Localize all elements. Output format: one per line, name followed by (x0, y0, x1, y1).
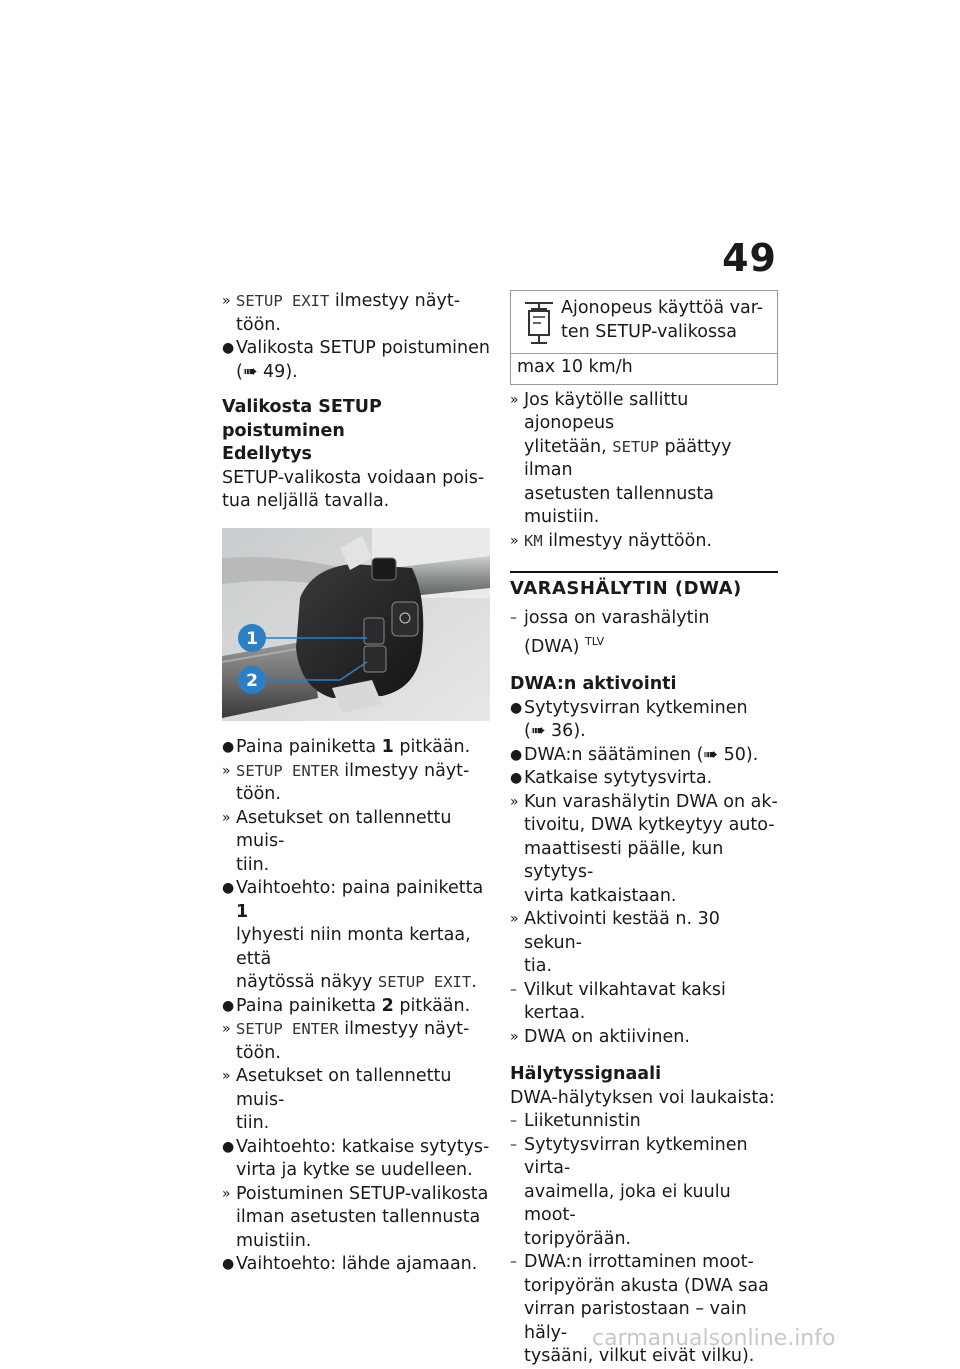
subheading: Edellytys (222, 444, 312, 464)
callout-2-label: 2 (246, 670, 258, 691)
item-text: töön. (236, 314, 281, 335)
result-marker: » (510, 391, 519, 408)
result-marker: » (510, 1028, 519, 1045)
item-text: ilmestyy näyt- (338, 760, 470, 781)
item-text: päättyy ilman (524, 436, 732, 480)
result-item (510, 908, 778, 979)
item-text: Sytytysvirran kytkeminen virta- (524, 1134, 748, 1179)
step-marker: ● (510, 699, 523, 716)
item-text: Asetukset on tallennettu muis- (236, 1066, 452, 1110)
step-item (222, 1136, 490, 1183)
paragraph: DWA-hälytyksen voi laukaista: (510, 1087, 775, 1108)
item-text: Valikosta SETUP poistuminen (236, 338, 490, 358)
item-text: Vaihtoehto: lähde ajamaan. (236, 1254, 478, 1274)
result-marker: » (222, 1068, 231, 1084)
item-text: töön. (236, 784, 281, 804)
step-marker: ● (510, 746, 523, 763)
item-text: . (471, 972, 477, 992)
callout-1-label: 1 (246, 628, 258, 649)
paragraph-line: SETUP-valikosta voidaan pois- (222, 467, 485, 488)
step-marker: ● (222, 1256, 235, 1272)
result-item (510, 791, 778, 909)
item-text: tivoitu, DWA kytkeytyy auto- (524, 815, 775, 836)
result-marker: » (222, 809, 231, 826)
label-line: Ajonopeus käyttöä var- (561, 298, 764, 318)
item-text: Vaihtoehto: katkaise sytytys- (236, 1136, 490, 1157)
item-text: lyhyesti niin monta kertaa, että (236, 925, 471, 969)
display-code: SETUP EXIT (377, 973, 472, 991)
step-marker: ● (222, 340, 235, 356)
dash-marker: – (510, 1113, 517, 1130)
item-text: näytössä näkyy (236, 972, 378, 992)
item-text: Katkaise sytytysvirta. (524, 768, 713, 789)
result-item (510, 530, 778, 554)
step-marker: ● (222, 1138, 235, 1155)
item-text: maattisesti päälle, kun sytytys- (524, 838, 724, 883)
button-number: 1 (236, 901, 249, 922)
item-text: pitkään. (393, 737, 471, 757)
result-marker: » (222, 1185, 231, 1202)
item-text: ilmestyy näyt- (329, 291, 461, 311)
item-text: virran paristostaan – vain häly- (524, 1299, 747, 1343)
item-text: virta katkaistaan. (524, 885, 677, 906)
dash-marker: – (510, 609, 517, 626)
result-marker: » (510, 793, 519, 810)
option-superscript: TLV (585, 635, 605, 648)
item-text: Sytytysvirran kytkeminen (524, 697, 748, 718)
item-text: tia. (524, 956, 553, 977)
result-item (222, 760, 490, 807)
right-column (510, 290, 778, 1369)
step-item (510, 697, 778, 744)
item-text: ilmestyy näyttöön. (542, 530, 712, 551)
result-marker: » (510, 911, 519, 928)
item-text: Kun varashälytin DWA on ak- (524, 791, 778, 812)
item-text: toripyörään. (524, 1228, 632, 1249)
dash-marker: – (510, 1254, 517, 1271)
result-item (222, 1018, 490, 1065)
condition-item (510, 1251, 778, 1369)
label-line: ten SETUP-valikossa (561, 321, 737, 342)
paragraph (222, 467, 490, 514)
page-reference-link[interactable]: (➠ 36). (524, 721, 586, 742)
step-marker: ● (222, 997, 235, 1014)
result-marker: » (510, 532, 519, 549)
result-item (222, 290, 490, 337)
step-item (222, 337, 490, 384)
item-text: toripyörän akusta (DWA saa (524, 1275, 769, 1296)
item-text: Paina painiketta (236, 737, 382, 757)
item-text: Vilkut vilkahtavat kaksi kertaa. (524, 979, 726, 1024)
button-number: 2 (381, 995, 394, 1016)
condition-item (510, 979, 778, 1026)
step-marker: ● (222, 739, 235, 755)
item-text: Jos käytölle sallittu ajonopeus (524, 389, 689, 433)
item-text: ylitetään, (524, 436, 613, 457)
item-text: ilmestyy näyt- (338, 1019, 470, 1039)
step-item (222, 1253, 490, 1277)
display-code: KM (524, 531, 543, 550)
handlebar-switch-photo (222, 528, 490, 721)
display-code: SETUP (612, 437, 659, 456)
item-text: töön. (236, 1042, 281, 1063)
step-item (222, 736, 490, 760)
item-text: Aktivointi kestää n. 30 sekun- (524, 909, 720, 953)
step-marker: ● (222, 880, 235, 896)
item-text: muistiin. (236, 1230, 312, 1251)
page-reference-link[interactable]: (➠ 49). (236, 361, 298, 382)
condition-item (510, 1134, 778, 1252)
result-item (222, 1183, 490, 1254)
result-item (510, 389, 778, 530)
watermark: carmanualsonline.info (592, 1326, 836, 1351)
technical-data-value: max 10 km/h (517, 357, 633, 377)
item-text[interactable]: DWA:n säätäminen (➠ 50). (524, 744, 759, 765)
technical-data-box (510, 290, 778, 385)
technical-data-label (561, 297, 771, 344)
item-text: Asetukset on tallennettu muis- (236, 807, 452, 851)
item-text: pitkään. (393, 995, 471, 1016)
step-item (510, 767, 778, 791)
item-text: Vaihtoehto: paina painiketta (236, 878, 484, 898)
item-text: DWA on aktiivinen. (524, 1026, 690, 1047)
subsection-heading: DWA:n aktivointi (510, 674, 677, 695)
condition-item (510, 607, 778, 660)
item-text: asetusten tallennusta muistiin. (524, 483, 715, 527)
item-text: Poistuminen SETUP-valikosta (236, 1183, 489, 1204)
paragraph-line: tua neljällä tavalla. (222, 491, 390, 511)
speed-gauge-icon (517, 297, 561, 347)
display-code: SETUP ENTER (236, 761, 339, 780)
item-text: DWA:n irrottaminen moot- (524, 1252, 754, 1273)
item-text: jossa on varashälytin (524, 607, 710, 628)
item-text: (DWA) (524, 636, 586, 657)
item-text: Paina painiketta (236, 995, 382, 1016)
item-text: ilman asetusten tallennusta (236, 1207, 481, 1227)
step-marker: ● (510, 770, 523, 787)
result-item (222, 807, 490, 878)
item-text: tiin. (236, 1113, 270, 1133)
subsection-heading: Hälytyssignaali (510, 1064, 662, 1085)
section-heading: Valikosta SETUP poistuminen (222, 397, 382, 441)
condition-item (510, 1110, 778, 1134)
item-text: virta ja kytke se uudelleen. (236, 1160, 473, 1180)
dash-marker: – (510, 1136, 517, 1153)
step-item (510, 744, 778, 768)
item-text: Liiketunnistin (524, 1111, 641, 1132)
item-text: tiin. (236, 854, 270, 875)
result-marker: » (222, 762, 231, 779)
section-title: VARASHÄLYTIN (DWA) (510, 571, 778, 601)
button-number: 1 (381, 737, 394, 757)
result-marker: » (222, 293, 231, 309)
display-code: SETUP EXIT (236, 292, 330, 310)
step-item (222, 995, 490, 1019)
result-item (510, 1026, 778, 1050)
item-text: avaimella, joka ei kuulu moot- (524, 1181, 731, 1226)
dash-marker: – (510, 981, 517, 998)
technical-data-header (511, 291, 777, 354)
result-item (222, 1065, 490, 1136)
left-column (222, 290, 490, 1277)
display-code: SETUP ENTER (236, 1020, 339, 1038)
result-marker: » (222, 1021, 231, 1037)
item-text: tysääni, vilkut eivät vilku). (524, 1346, 755, 1367)
step-item (222, 877, 490, 995)
page-number: 49 (722, 236, 777, 280)
